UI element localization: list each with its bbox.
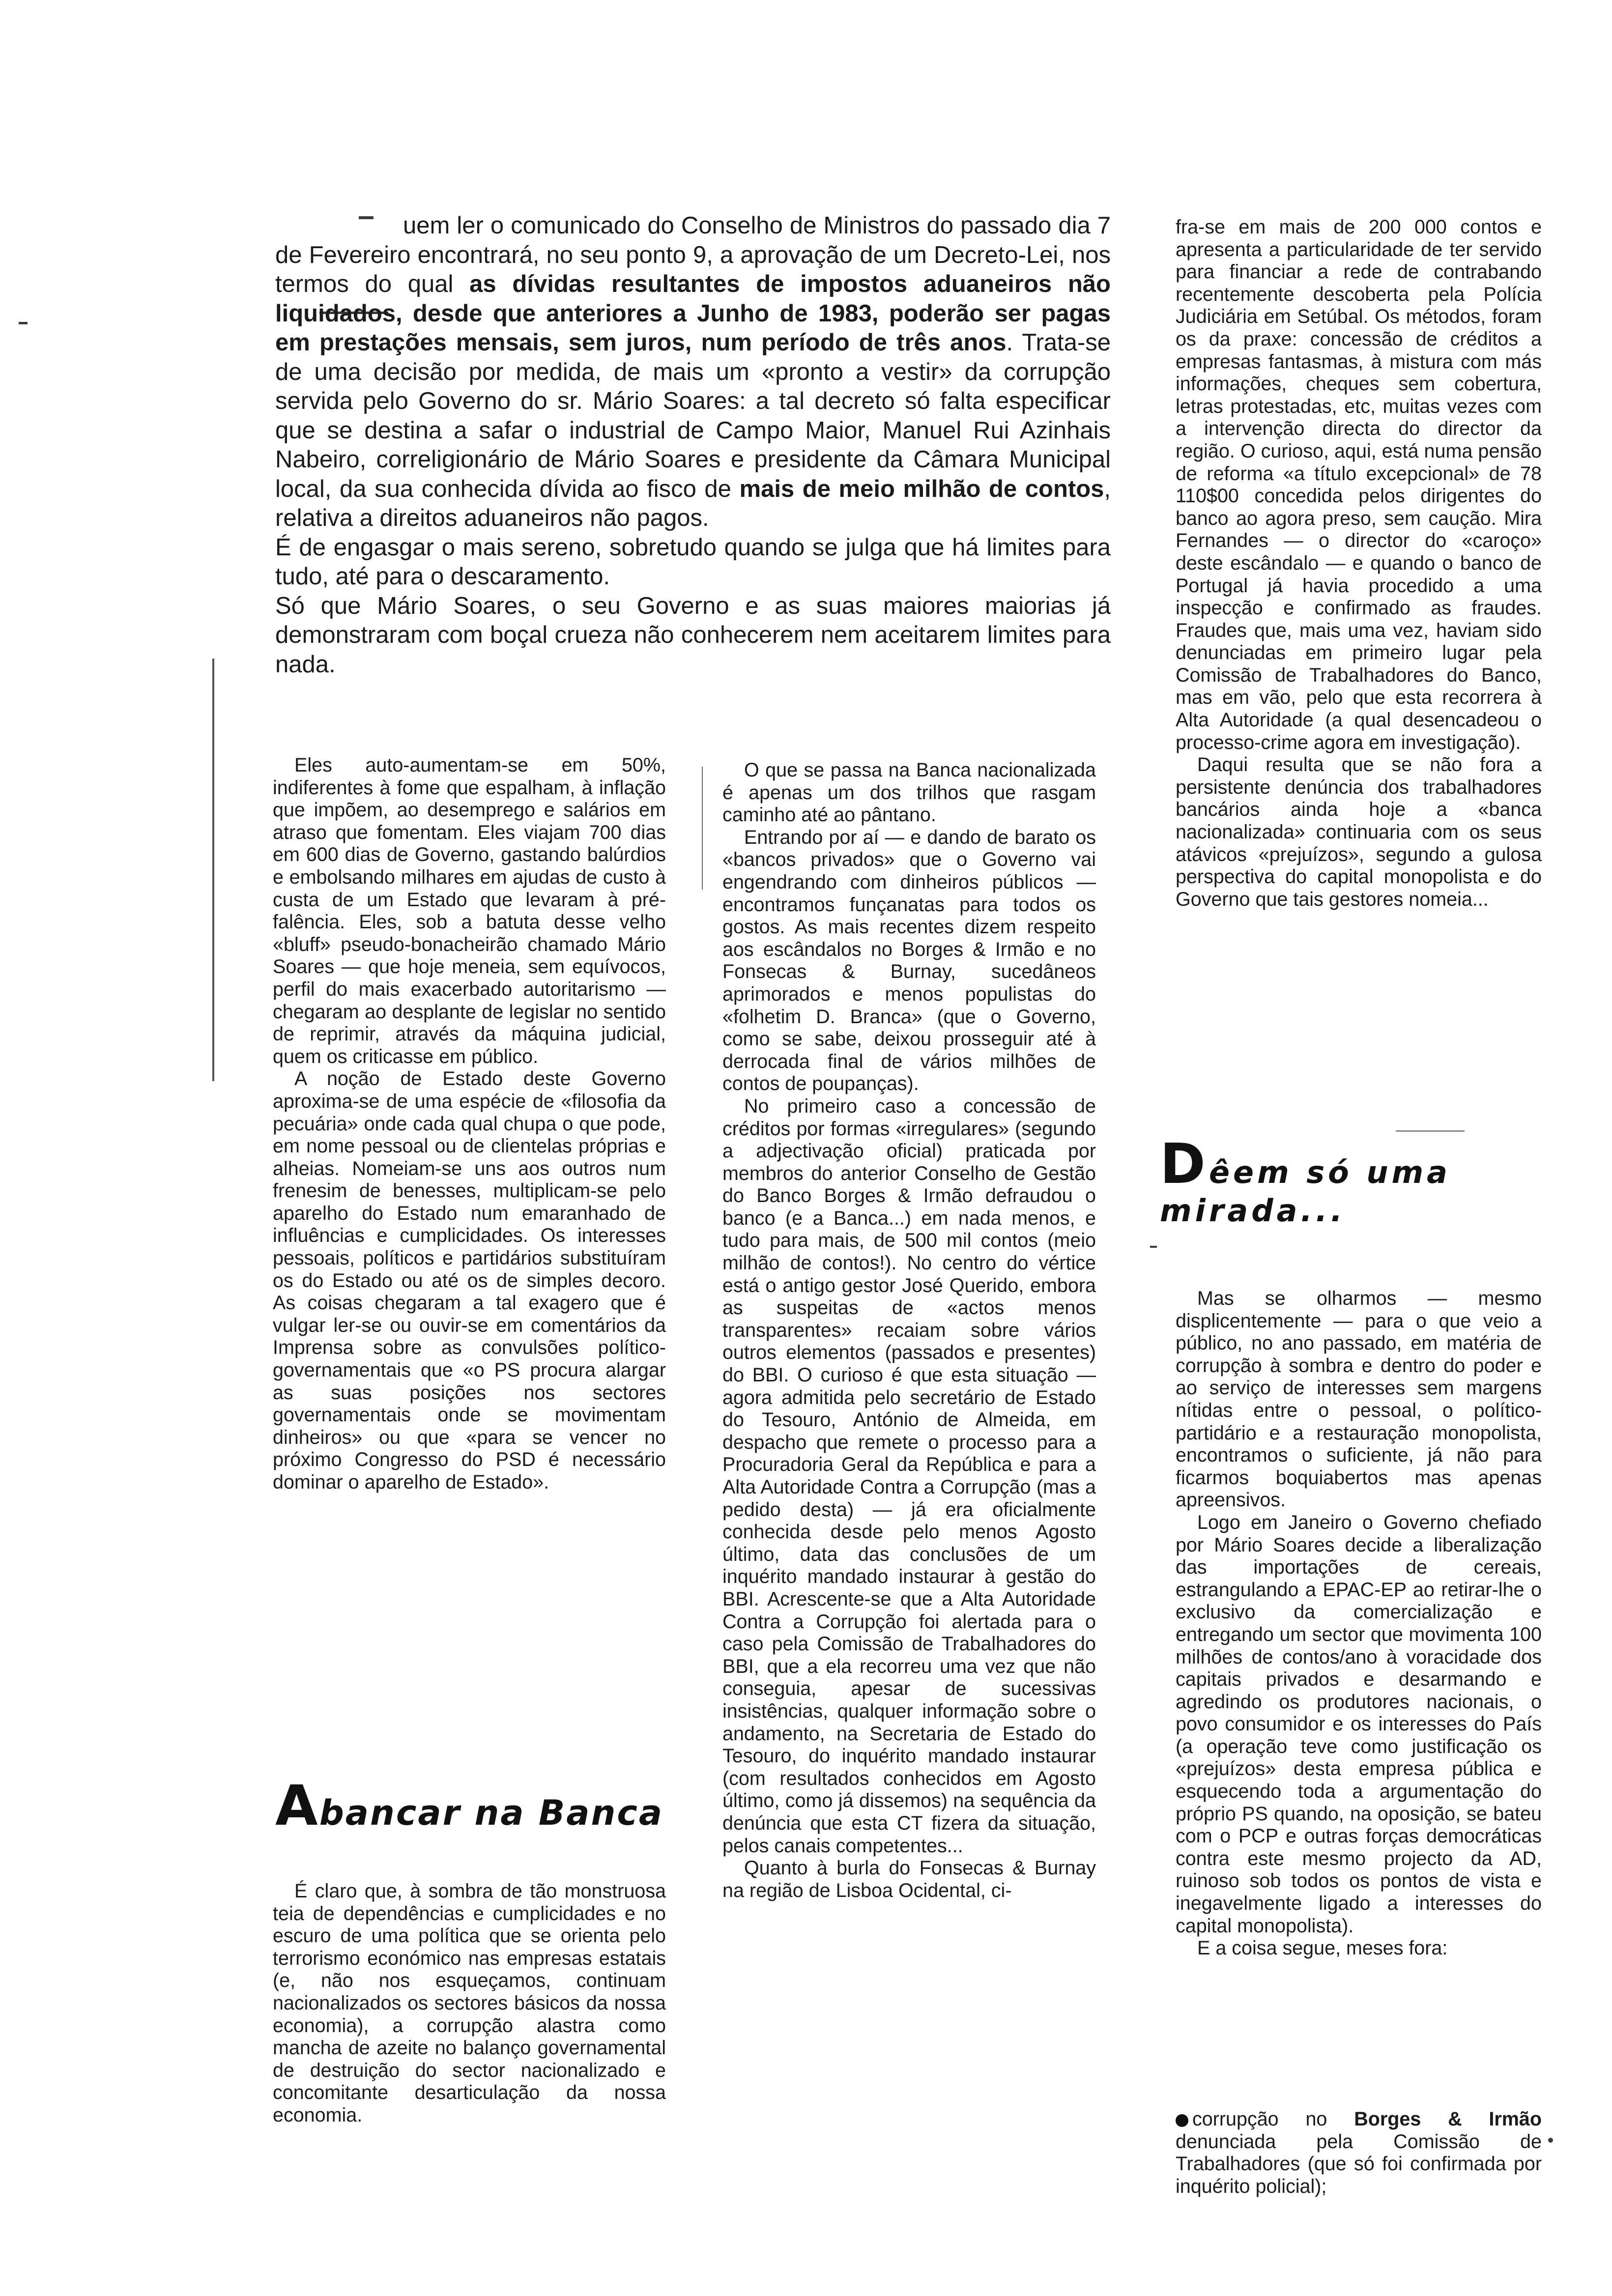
column-3-paragraph: Mas se olharmos — mesmo displicentemente — para o que veio a público, no ano passado, em matéria de corrupção à sombra e dentro do poder e ao serviço de interesses sem margens nítidas entre o pessoal, o político-partidário e a restauração monopolista, encontramos o suficiente, já não para ficarmos boquiabertos mas apenas apreensivos. xyxy=(1176,1288,1542,1511)
column-3-paragraph: fra-se em mais de 200 000 contos e apresenta a particularidade de ter servido para financiar a rede de contrabando recentemente descoberta pela Polícia Judiciária em Setúbal. Os métodos, foram os da praxe: concessão de créditos a empresas fantasmas, à mistura com más informações, cheques sem cobertura, letras protestadas, etc, muitas vezes com a intervenção directa do director da região. O curioso, aqui, está numa pensão de reforma «a título excepcional» de 78 110$00 concedida pelos dirigentes do banco ao agora preso, sem caução. Mira Fernandes — o director do «caroço» deste escândalo — e quando o banco de Portugal já havia procedido a uma inspecção e confirmado as fraudes. Fraudes que, mais uma vez, haviam sido denunciadas em primeiro lugar pela Comissão de Trabalhadores do Banco, mas em vão, pelo que esta recorrera à Alta Autoridade (a qual desencadeou o processo-crime agora em investigação). xyxy=(1176,216,1542,753)
column-2-paragraph: Quanto à burla do Fonsecas & Burnay na região de Lisboa Ocidental, ci- xyxy=(722,1857,1096,1901)
stray-mark xyxy=(1548,2138,1553,2143)
bullet-text: denunciada pela Comissão de Trabalhadores (que só foi confirmada por inquérito policial); xyxy=(1176,2130,1542,2197)
column-1-paragraph: Eles auto-aumentam-se em 50%, indiferentes à fome que espalham, à inflação que impõem, ao desemprego e salários em atraso que fomentam. Eles viajam 700 dias em 600 dias de Governo, gastando balúrdios e embolsando milhares em ajudas de custo à custa de um Estado que levaram à pré-falência. Eles, sob a batuta desse velho «bluff» pseudo-bonacheirão chamado Mário Soares — que hoje meneia, sem equívocos, perfil do mais exacerbado autoritarismo — chegaram ao desplante de legislar no sentido de reprimir, através da máquina judicial, quem os criticasse em público. xyxy=(273,754,666,1067)
section-heading-abancar xyxy=(275,1774,663,1838)
column-2-paragraph: No primeiro caso a concessão de créditos por formas «irregulares» (segundo a adjectivação oficial) praticada por membros do anterior Conselho de Gestão do Banco Borges & Irmão defraudou o banco (e a Banca...) em nada menos, e tudo para mais, de 500 mil contos (meio milhão de contos!). No centro do vértice está o antigo gestor José Querido, embora as suspeitas de «actos menos transparentes» recaiam sobre vários outros elementos (passados e presentes) do BBI. O curioso é que esta situação — agora admitida pelo secretário de Estado do Tesouro, António de Almeida, em despacho que remete o processo para a Procuradoria Geral da República e para a Alta Autoridade Contra a Corrupção (mas a pedido desta) — já era oficialmente conhecida desde pelo menos Agosto último, data das conclusões de um inquérito mandado instaurar à gestão do BBI. Acrescente-se que a Alta Autoridade Contra a Corrupção foi alertada para o caso pela Comissão de Trabalhadores do BBI, que a ela recorreu uma vez que não conseguia, apesar de sucessivas insistências, qualquer informação sobre o andamento, na Secretaria de Estado do Tesouro, do inquérito mandado instaurar (com resultados conhecidos em Agosto último, como já dissemos) na sequência da denúncia que esta CT fizera da situação, pelos canais competentes... xyxy=(722,1095,1096,1857)
bullet-text: corrupção no xyxy=(1192,2108,1354,2130)
heading-line xyxy=(1160,1132,1451,1196)
heading-line: mirada... xyxy=(1160,1193,1346,1229)
intro-paragraph-3: Só que Mário Soares, o seu Governo e as suas maiores maiorias já demonstraram com boçal crueza não conhecerem nem aceitarem limites para nada. xyxy=(275,592,1111,678)
stray-mark xyxy=(19,322,28,324)
intro-text: uem ler o comunicado do Conselho de Ministros do passado dia 7 de Fevereiro encontrará, no seu ponto 9, a aprovação de um Decreto-Lei, nos termos do qual xyxy=(275,212,1111,297)
bullet-icon xyxy=(1176,2114,1188,2127)
intro-text: . Trata-se de uma decisão por medida, de mais um «pronto a vestir» da corrupção servida pelo Governo do sr. Mário Soares: a tal decreto só falta especificar que se destina a safar o industrial de Campo Maior, Manuel Rui Azinhais Nabeiro, correligionário de Mário Soares e presidente da Câmara Municipal local, da sua conhecida dívida ao fisco de xyxy=(275,329,1111,502)
stray-mark xyxy=(1150,1246,1157,1248)
column-3-lower xyxy=(1176,1288,1542,1960)
bullet-item xyxy=(1176,2108,1542,2198)
column-1 xyxy=(273,754,666,1494)
column-divider xyxy=(702,767,703,890)
intro-bold-text: mais de meio milhão de contos xyxy=(739,475,1104,502)
column-2-paragraph: Entrando por aí — e dando de barato os «bancos privados» que o Governo vai engendrando com dinheiros públicos — encontramos funçanatas para todos os gostos. As mais recentes dizem respeito aos escândalos no Borges & Irmão e no Fonsecas & Burnay, sucedâneos aprimorados e menos populistas do «folhetim D. Branca» (que o Governo, como se sabe, deixou prosseguir até à derrocada final de vários milhões de contos de poupanças). xyxy=(722,826,1096,1095)
intro-paragraph-2: É de engasgar o mais sereno, sobretudo quando se julga que há limites para tudo, até para o descaramento. xyxy=(275,534,1111,590)
column-2 xyxy=(722,759,1096,1902)
intro-paragraph-1 xyxy=(275,211,1111,533)
column-1-lower xyxy=(273,1880,666,2127)
column-3-paragraph: E a coisa segue, meses fora: xyxy=(1197,1937,1448,1959)
binding-mark xyxy=(212,659,214,1081)
intro-block xyxy=(275,211,1111,679)
column-3-paragraph: Daqui resulta que se não fora a persistente denúncia dos trabalhadores bancários ainda hoje a «banca nacionalizada» continuaria com os seus atávicos «prejuízos», segundo a gulosa perspectiva do capital monopolista e do Governo que tais gestores nomeia... xyxy=(1176,754,1542,910)
heading-initial: D xyxy=(1160,1132,1209,1196)
intro-bold-text: as dívidas resultantes de impostos aduaneiros não liquidados, desde que anteriores a Junho de 1983, poderão ser pagas em prestações mensais, sem juros, num período de três anos xyxy=(275,271,1111,356)
heading-text: êem só uma xyxy=(1209,1154,1451,1190)
stray-mark xyxy=(1396,1130,1465,1132)
heading-initial: A xyxy=(275,1774,319,1838)
intro-text: , relativa a direitos aduaneiros não pagos. xyxy=(275,475,1111,531)
heading-text: bancar na Banca xyxy=(319,1793,664,1833)
column-1-paragraph: É claro que, à sombra de tão monstruosa teia de dependências e cumplicidades e no escuro de uma política que se orienta pelo terrorismo económico nas empresas estatais (e, não nos esqueçamos, continuam nacionalizados os sectores básicos da nossa economia), a corrupção alastra como mancha de azeite no balanço governamental de destruição do sector nacionalizado e concomitante desarticulação da nossa economia. xyxy=(273,1880,666,2126)
bullet-bold-text: Borges & Irmão xyxy=(1354,2108,1542,2130)
column-3-bullets xyxy=(1176,2108,1542,2198)
column-3 xyxy=(1176,216,1542,911)
column-2-paragraph: O que se passa na Banca nacionalizada é apenas um dos trilhos que rasgam caminho até ao pântano. xyxy=(722,759,1096,826)
section-heading-deem xyxy=(1160,1132,1451,1230)
column-3-paragraph: Logo em Janeiro o Governo chefiado por Mário Soares decide a liberalização das importações de cereais, estrangulando a EPAC-EP ao retirar-lhe o exclusivo da comercialização e entregando um sector que movimenta 100 milhões de contos/ano à voracidade dos capitais privados e desarmando e agredindo os produtores nacionais, o povo consumidor e os interesses do País (a operação teve como justificação os «prejuízos» desta empresa pública e esquecendo toda a argumentação do próprio PS quando, na oposição, se bateu com o PCP e outras forças democráticas contra este mesmo projecto da AD, ruinoso sob todos os pontos de vista e inegavelmente ligado a interesses do capital monopolista). xyxy=(1176,1511,1542,1937)
column-1-paragraph: A noção de Estado deste Governo aproxima-se de uma espécie de «filosofia da pecuária» onde cada qual chupa o que pode, em nome pessoal ou de clientelas próprias e alheias. Nomeiam-se uns aos outros num frenesim de benesses, multiplicam-se pelo aparelho do Estado num emaranhado de influências e cumplicidades. Os interesses pessoais, políticos e partidários substituíram os do Estado ou até os de simples decoro. As coisas chegaram a tal exagero que é vulgar ler-se ou ouvir-se em comentários da Imprensa sobre as convulsões político-governamentais que «o PS procura alargar as suas posições nos sectores governamentais onde se movimentam dinheiros» ou que «para se vencer no próximo Congresso do PSD é necessário dominar o aparelho de Estado». xyxy=(273,1068,666,1493)
